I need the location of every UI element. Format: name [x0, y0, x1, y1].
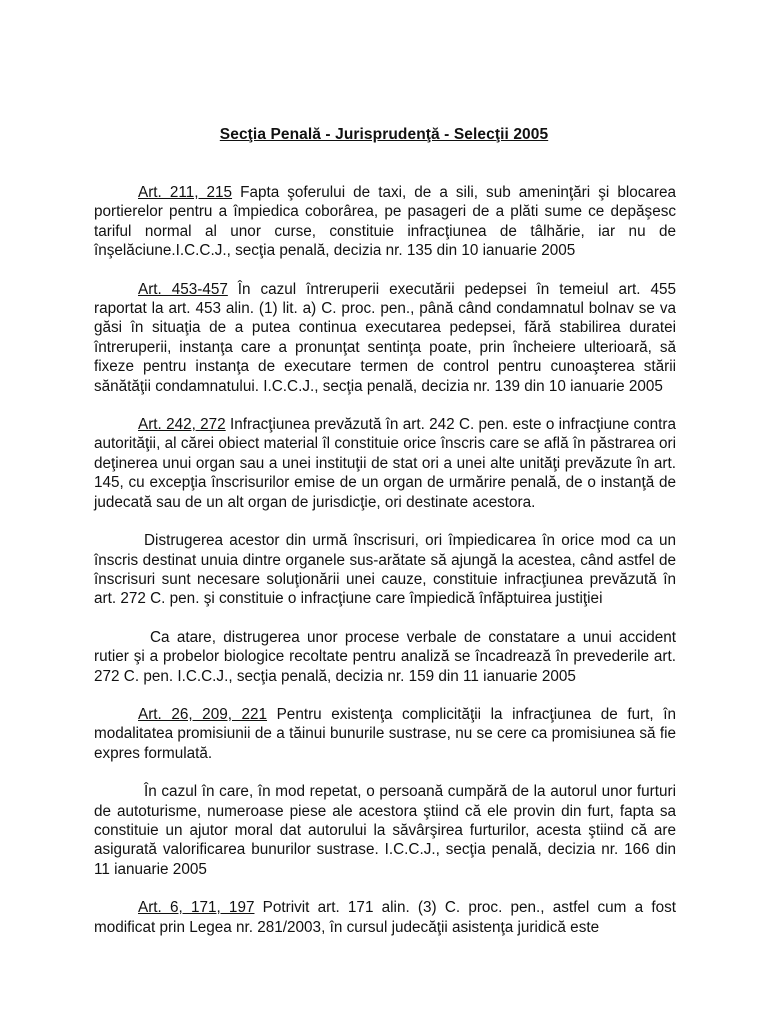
paragraph-destruction [94, 531, 676, 609]
entry-art-453-457 [94, 280, 676, 396]
entry-text: Fapta şoferului de taxi, de a sili, sub ameninţări şi blocarea portierelor pentru a împiedica coborârea, pe pasageri de a plăti sume ce depăşesc tariful normal al unor curse, constituie infracţiunea de tâlhărie, iar nu de înşelăciune.I.C.C.J., secţia penală, decizia nr. 135 din 10 ianuarie 2005 [94, 184, 676, 260]
entry-text: Potrivit art. 171 alin. (3) C. proc. pen., astfel cum a fost modificat prin Legea nr. 281/2003, în cursul judecăţii asistenţa juridică este [94, 899, 676, 936]
article-reference: Art. 453-457 [138, 280, 228, 298]
entry-art-26-209-221 [94, 705, 676, 763]
article-reference: Art. 26, 209, 221 [138, 705, 268, 723]
entry-art-6-171-197 [94, 898, 676, 937]
document-body [94, 183, 676, 956]
entry-art-211-215 [94, 183, 676, 261]
entry-art-242-272 [94, 415, 676, 512]
article-reference: Art. 242, 272 [138, 416, 226, 434]
article-reference: Art. 211, 215 [138, 184, 233, 201]
entry-text: Infracţiunea prevăzută în art. 242 C. pen. este o infracţiune contra autorităţii, al cărei obiect material îl constituie orice înscris care se află în păstrarea ori deţinerea unui organ sau a unei instituţii de stat ori a unei alte unităţi prevăzute în art. 145, cu excepţia înscrisurilor emise de un organ de urmărire penală, de o instanţă de judecată sau de un alt organ de jurisdicţie, ori destinate acestora. [94, 416, 677, 511]
paragraph-conclusion [94, 628, 676, 686]
article-reference: Art. 6, 171, 197 [138, 899, 255, 917]
paragraph-buyer [94, 782, 676, 879]
paragraph-text: În cazul în care, în mod repetat, o persoană cumpără de la autorul unor furturi de autoturisme, numeroase piese ale acestora ştiind că ele provin din furt, fapta sa constituie un ajutor moral dat autorului la săvârşirea furturilor, acesta ştiind că are asigurată valorificarea bunurilor sustrase. I.C.C.J., secţia penală, decizia nr. 166 din 11 ianuarie 2005 [94, 783, 676, 878]
entry-text: Pentru existenţa complicităţii la infracţiunea de furt, în modalitatea promisiunii de a tăinui bunurile sustrase, nu se cere ca promisiunea să fie expres formulată. [94, 705, 676, 762]
entry-text: În cazul întreruperii executării pedepsei în temeiul art. 455 raportat la art. 453 alin. (1) lit. a) C. proc. pen., până când condamnatul bolnav se va găsi în situaţia de a putea continua executarea pedepsei, fără stabilirea duratei întreruperii, instanţa care a pronunţat sentinţa poate, prin încheiere ulterioară, să fixeze pentru instanţa de executare termen de control pentru cunoaşterea stării sănătăţii condamnatului. I.C.C.J., secţia penală, decizia nr. 139 din 10 ianuarie 2005 [94, 280, 676, 395]
paragraph-text: Distrugerea acestor din urmă înscrisuri, ori împiedicarea în orice mod ca un înscris destinat unuia dintre organele sus-arătate să ajungă la acestea, când astfel de înscrisuri sunt necesare soluţionării unei cauze, constituie infracţiunea prevăzută în art. 272 C. pen. şi constituie o infracţiune care împiedică înfăptuirea justiţiei [94, 532, 676, 608]
paragraph-text: Ca atare, distrugerea unor procese verbale de constatare a unui accident rutier şi a probelor biologice recoltate pentru analiză se încadrează în prevederile art. 272 C. pen. I.C.C.J., secţia penală, decizia nr. 159 din 11 ianuarie 2005 [94, 628, 676, 685]
document-title: Secţia Penală - Jurisprudenţă - Selecţii 2005 [219, 126, 549, 143]
